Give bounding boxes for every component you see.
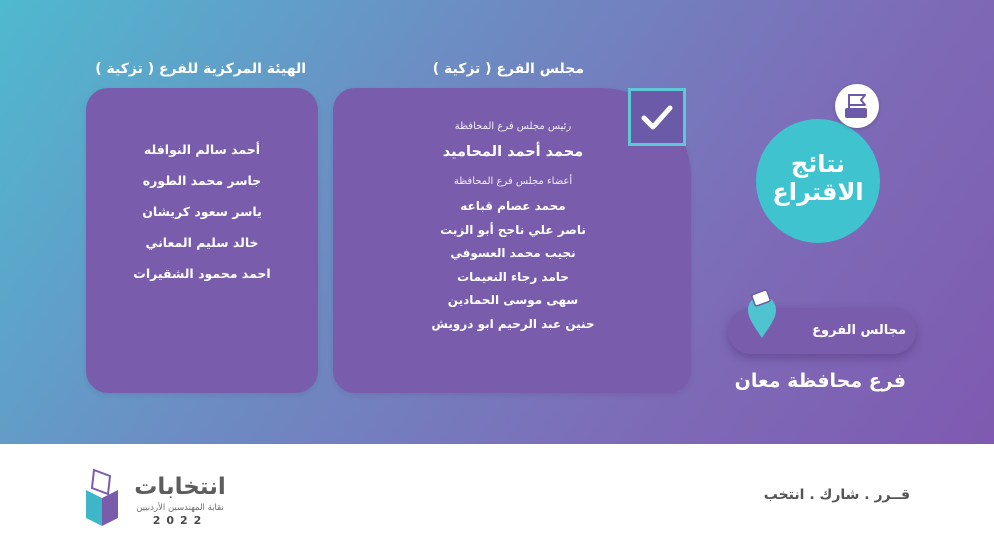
list-item: ياسر سعود كريشان [142, 204, 262, 219]
central-body-list [86, 140, 318, 295]
category-pill-label: مجالس الفروع [812, 323, 906, 338]
list-item: خالد سليم المعاني [145, 235, 259, 250]
slogan: قــرر . شارك . انتخب [763, 487, 910, 503]
list-item: احمد محمود الشقيرات [133, 266, 271, 281]
results-badge-line1: نتائج [790, 150, 846, 178]
council-member-list [333, 195, 693, 336]
check-icon [628, 88, 686, 146]
middle-panel-heading: مجلس الفرع ( تزكية ) [432, 61, 584, 77]
list-item: أحمد سالم النوافله [143, 142, 261, 157]
logo-subtitle: نقابة المهندسين الأردنيين [136, 503, 224, 513]
list-item: حامد رجاء النعيمات [457, 269, 569, 284]
list-item: جاسر محمد الطوره [142, 173, 262, 188]
chair-name: محمد أحمد المحاميد [442, 144, 584, 160]
results-badge-text [756, 150, 880, 206]
list-item: سهى موسى الحمادين [447, 293, 579, 307]
branch-name: فرع محافظة معان [734, 370, 906, 392]
list-item: حنين عبد الرحيم ابو درويش [431, 316, 595, 331]
results-badge-line2: الاقتراع [772, 178, 864, 206]
ballot-flag-icon [835, 84, 879, 128]
members-caption: أعضاء مجلس فرع المحافظة [453, 176, 573, 187]
logo-word: انتخابات [134, 474, 226, 500]
list-item: محمد عصام قباعه [460, 199, 566, 213]
chair-caption: رئيس مجلس فرع المحافظة [454, 121, 572, 132]
list-item: نجيب محمد العسوفي [450, 246, 576, 260]
left-panel-heading: الهيئة المركزية للفرع ( تزكية ) [95, 61, 306, 77]
ballot-box-logo-icon [80, 466, 124, 534]
branch-council-content [333, 120, 693, 336]
logo-year: 2022 [152, 514, 208, 527]
list-item: ناصر علي ناجح أبو الزيت [440, 222, 586, 237]
